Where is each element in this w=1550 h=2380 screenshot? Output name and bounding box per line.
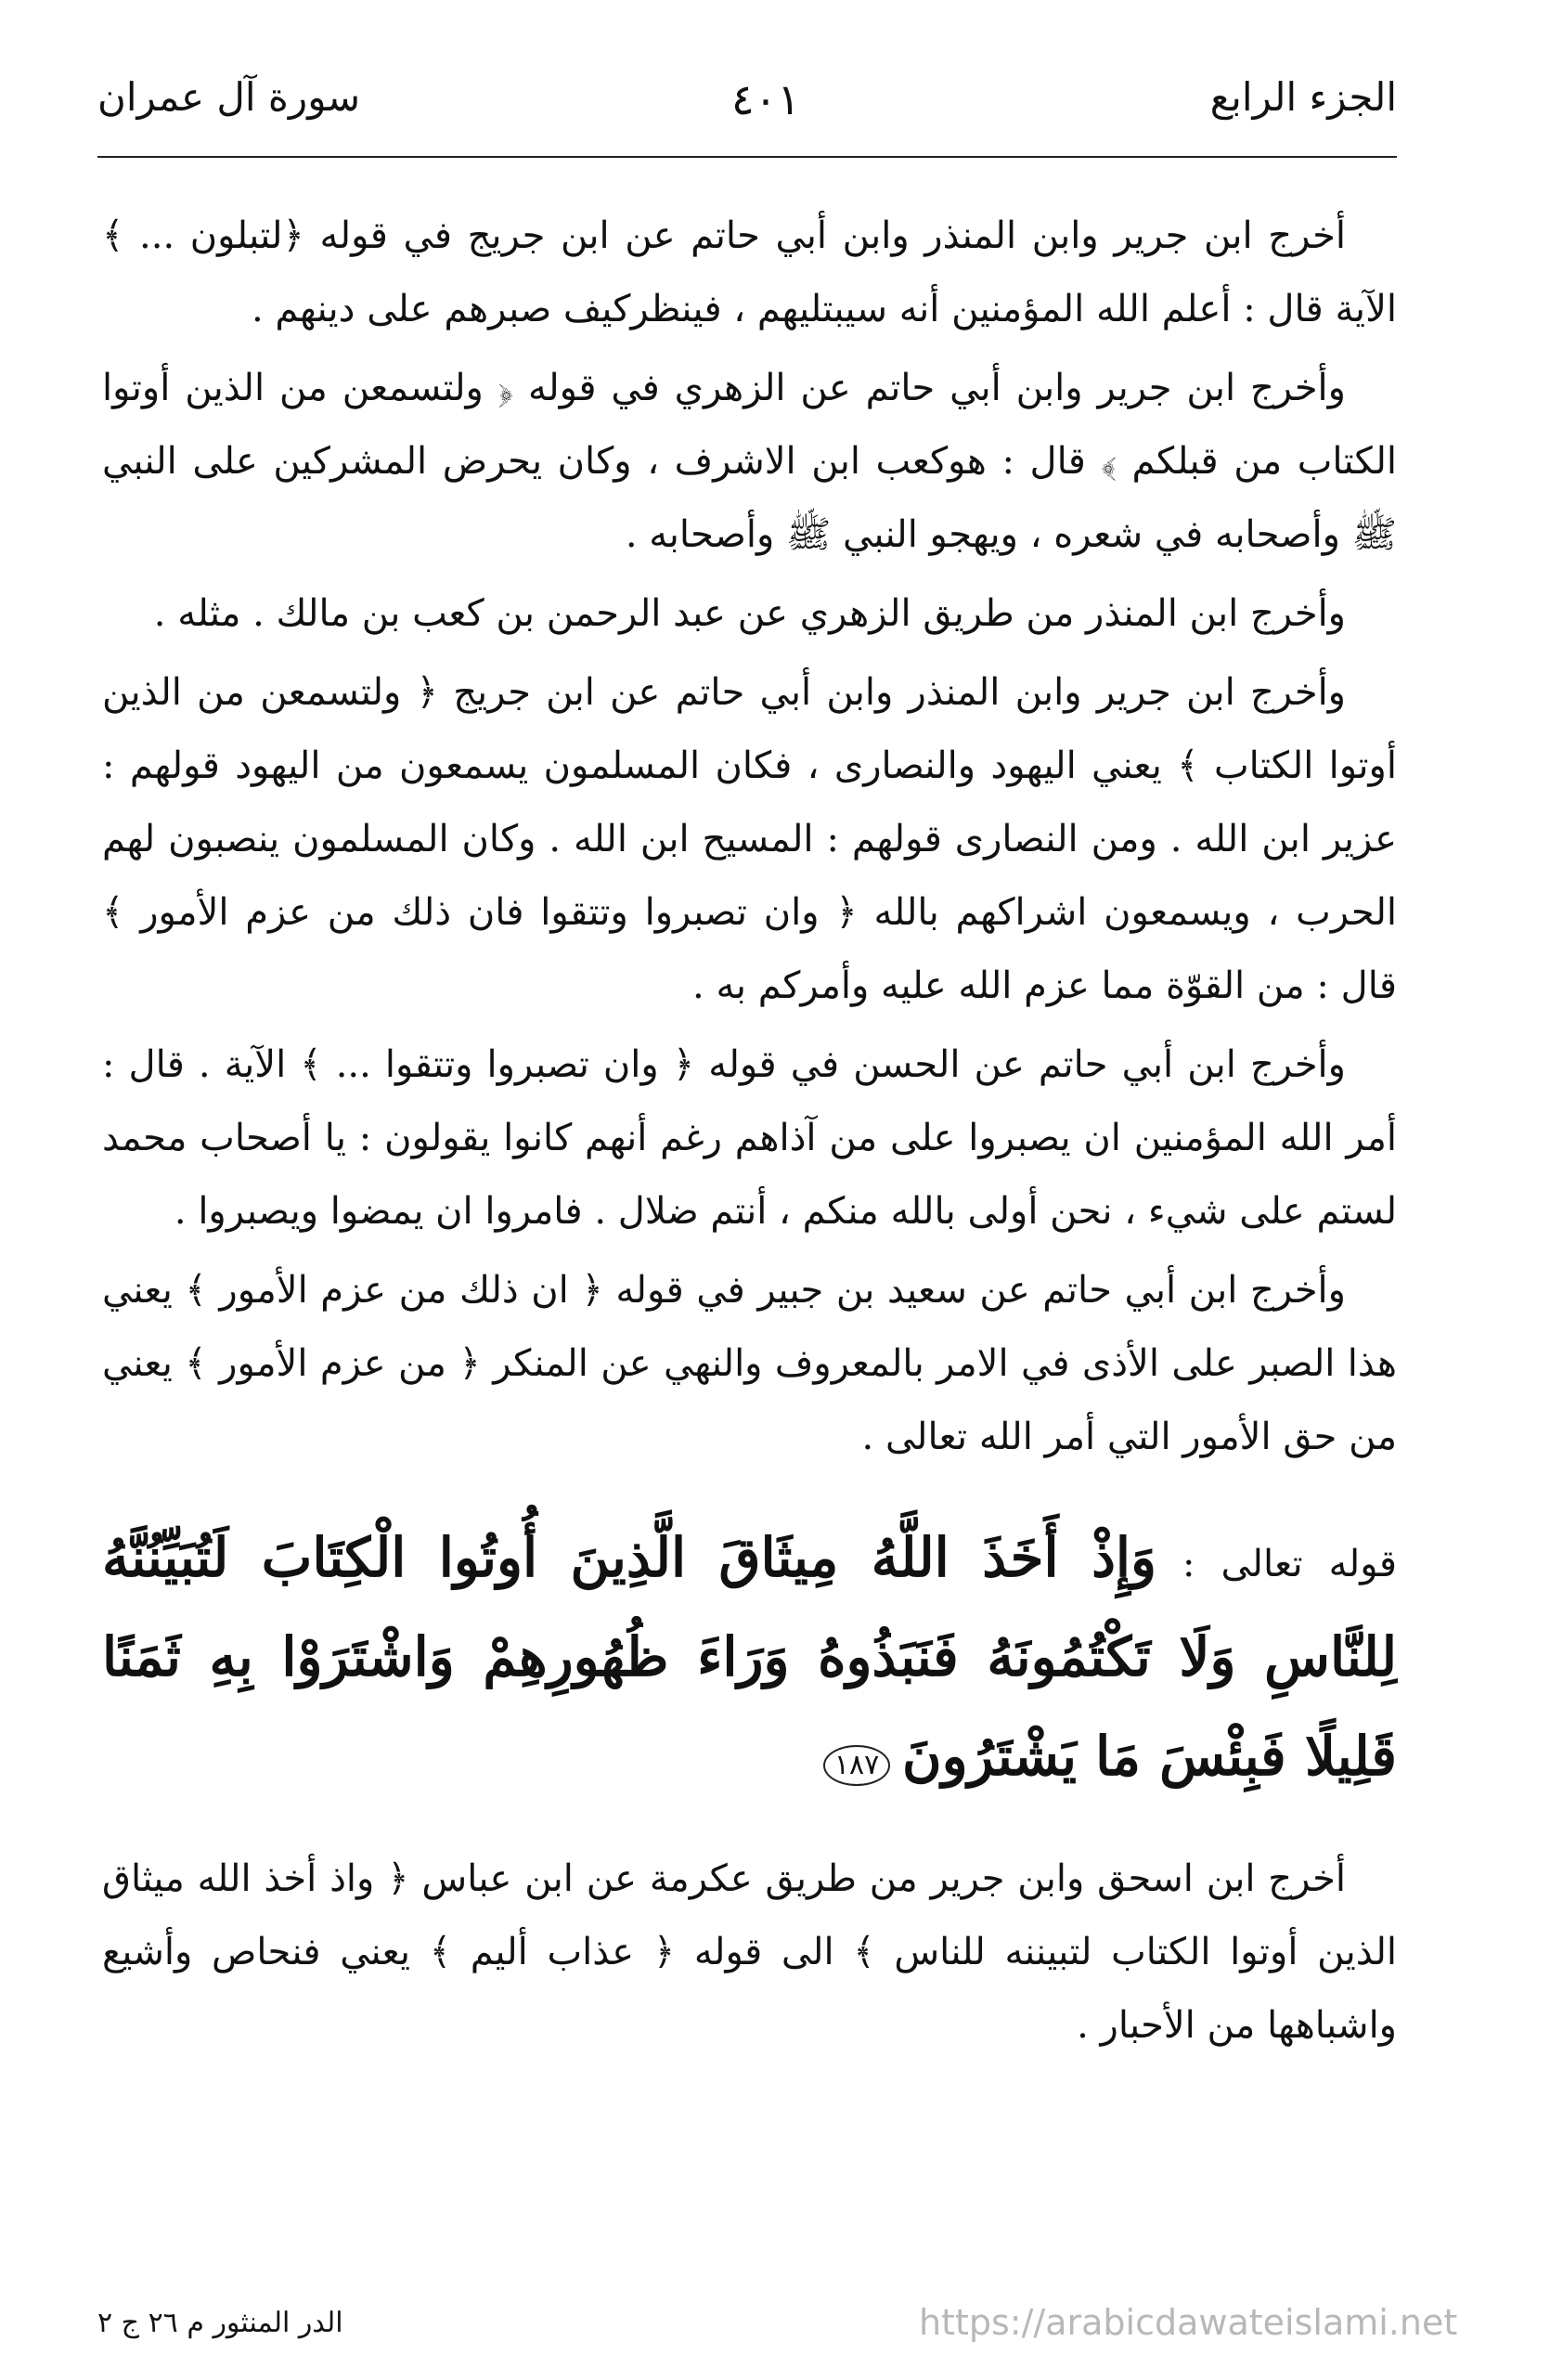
paragraph: وأخرج ابن جرير وابن أبي حاتم عن الزهري في قوله ﴿ ولتسمعن من الذين أوتوا الكتاب من قبلكم ﴾ قال : هوكعب ابن الاشرف ، وكان يحرض المشركين على النبي ﷺ وأصحابه في شعره ، ويهجو النبي ﷺ وأصحابه . <box>102 367 1397 556</box>
verse-text: وَإِذْ أَخَذَ اللَّهُ مِيثَاقَ الَّذِينَ أُوتُوا الْكِتَابَ لَتُبَيِّنُنَّهُ لِلنَّاسِ وَلَا تَكْتُمُونَهُ فَنَبَذُوهُ وَرَاءَ ظُهُورِهِمْ وَاشْتَرَوْا بِهِ ثَمَنًا قَلِيلًا فَبِئْسَ مَا يَشْتَرُونَ <box>102 1526 1397 1788</box>
header-divider <box>97 156 1397 158</box>
paragraph: أخرج ابن اسحق وابن جرير من طريق عكرمة عن ابن عباس ﴿ واذ أخذ الله ميثاق الذين أوتوا الكتاب لتبيننه للناس ﴾ الى قوله ﴿ عذاب أليم ﴾ يعني فنحاص وأشيع واشباهها من الأحبار . <box>102 1857 1397 2047</box>
paragraph: وأخرج ابن أبي حاتم عن سعيد بن جبير في قوله ﴿ ان ذلك من عزم الأمور ﴾ يعني هذا الصبر على الأذى في الامر بالمعروف والنهي عن المنكر ﴿ من عزم الأمور ﴾ يعني من حق الأمور التي أمر الله تعالى . <box>102 1269 1397 1458</box>
page-header <box>97 65 1397 149</box>
paragraph: وأخرج ابن المنذر من طريق الزهري عن عبد الرحمن بن كعب بن مالك . مثله . <box>153 592 1346 635</box>
paragraph: وأخرج ابن جرير وابن المنذر وابن أبي حاتم عن ابن جريج ﴿ ولتسمعن من الذين أوتوا الكتاب ﴾ يعني اليهود والنصارى ، فكان المسلمون يسمعون من اليهود قولهم : عزير ابن الله . ومن النصارى قولهم : المسيح ابن الله . وكان المسلمون ينصبون لهم الحرب ، ويسمعون اشراكهم بالله ﴿ وان تصبروا وتتقوا فان ذلك من عزم الأمور ﴾ قال : من القوّة مما عزم الله عليه وأمركم به . <box>102 671 1397 1007</box>
surah-title: سورة آل عمران <box>97 74 361 120</box>
volume-reference: الدر المنثور م ٢٦ ج ٢ <box>97 2307 343 2339</box>
watermark-url: https://arabicdawateislami.net <box>919 2302 1458 2343</box>
verse-intro: قوله تعالى : <box>1182 1543 1397 1585</box>
verse-number: ١٨٧ <box>823 1745 890 1786</box>
part-title: الجزء الرابع <box>1209 74 1397 120</box>
quran-verse-block <box>102 1511 1397 1809</box>
page-number: ٤٠١ <box>730 74 801 124</box>
paragraph: وأخرج ابن أبي حاتم عن الحسن في قوله ﴿ وان تصبروا وتتقوا ... ﴾ الآية . قال : أمر الله المؤمنين ان يصبروا على من آذاهم رغم أنهم كانوا يقولون : يا أصحاب محمد لستم على شيء ، نحن أولى بالله منكم ، أنتم ضلال . فامروا ان يمضوا ويصبروا . <box>102 1043 1397 1233</box>
page-body <box>102 200 1397 2063</box>
paragraph: أخرج ابن جرير وابن المنذر وابن أبي حاتم عن ابن جريج في قوله ﴿لتبلون ... ﴾ الآية قال : أعلم الله المؤمنين أنه سيبتليهم ، فينظركيف صبرهم على دينهم . <box>102 214 1397 330</box>
